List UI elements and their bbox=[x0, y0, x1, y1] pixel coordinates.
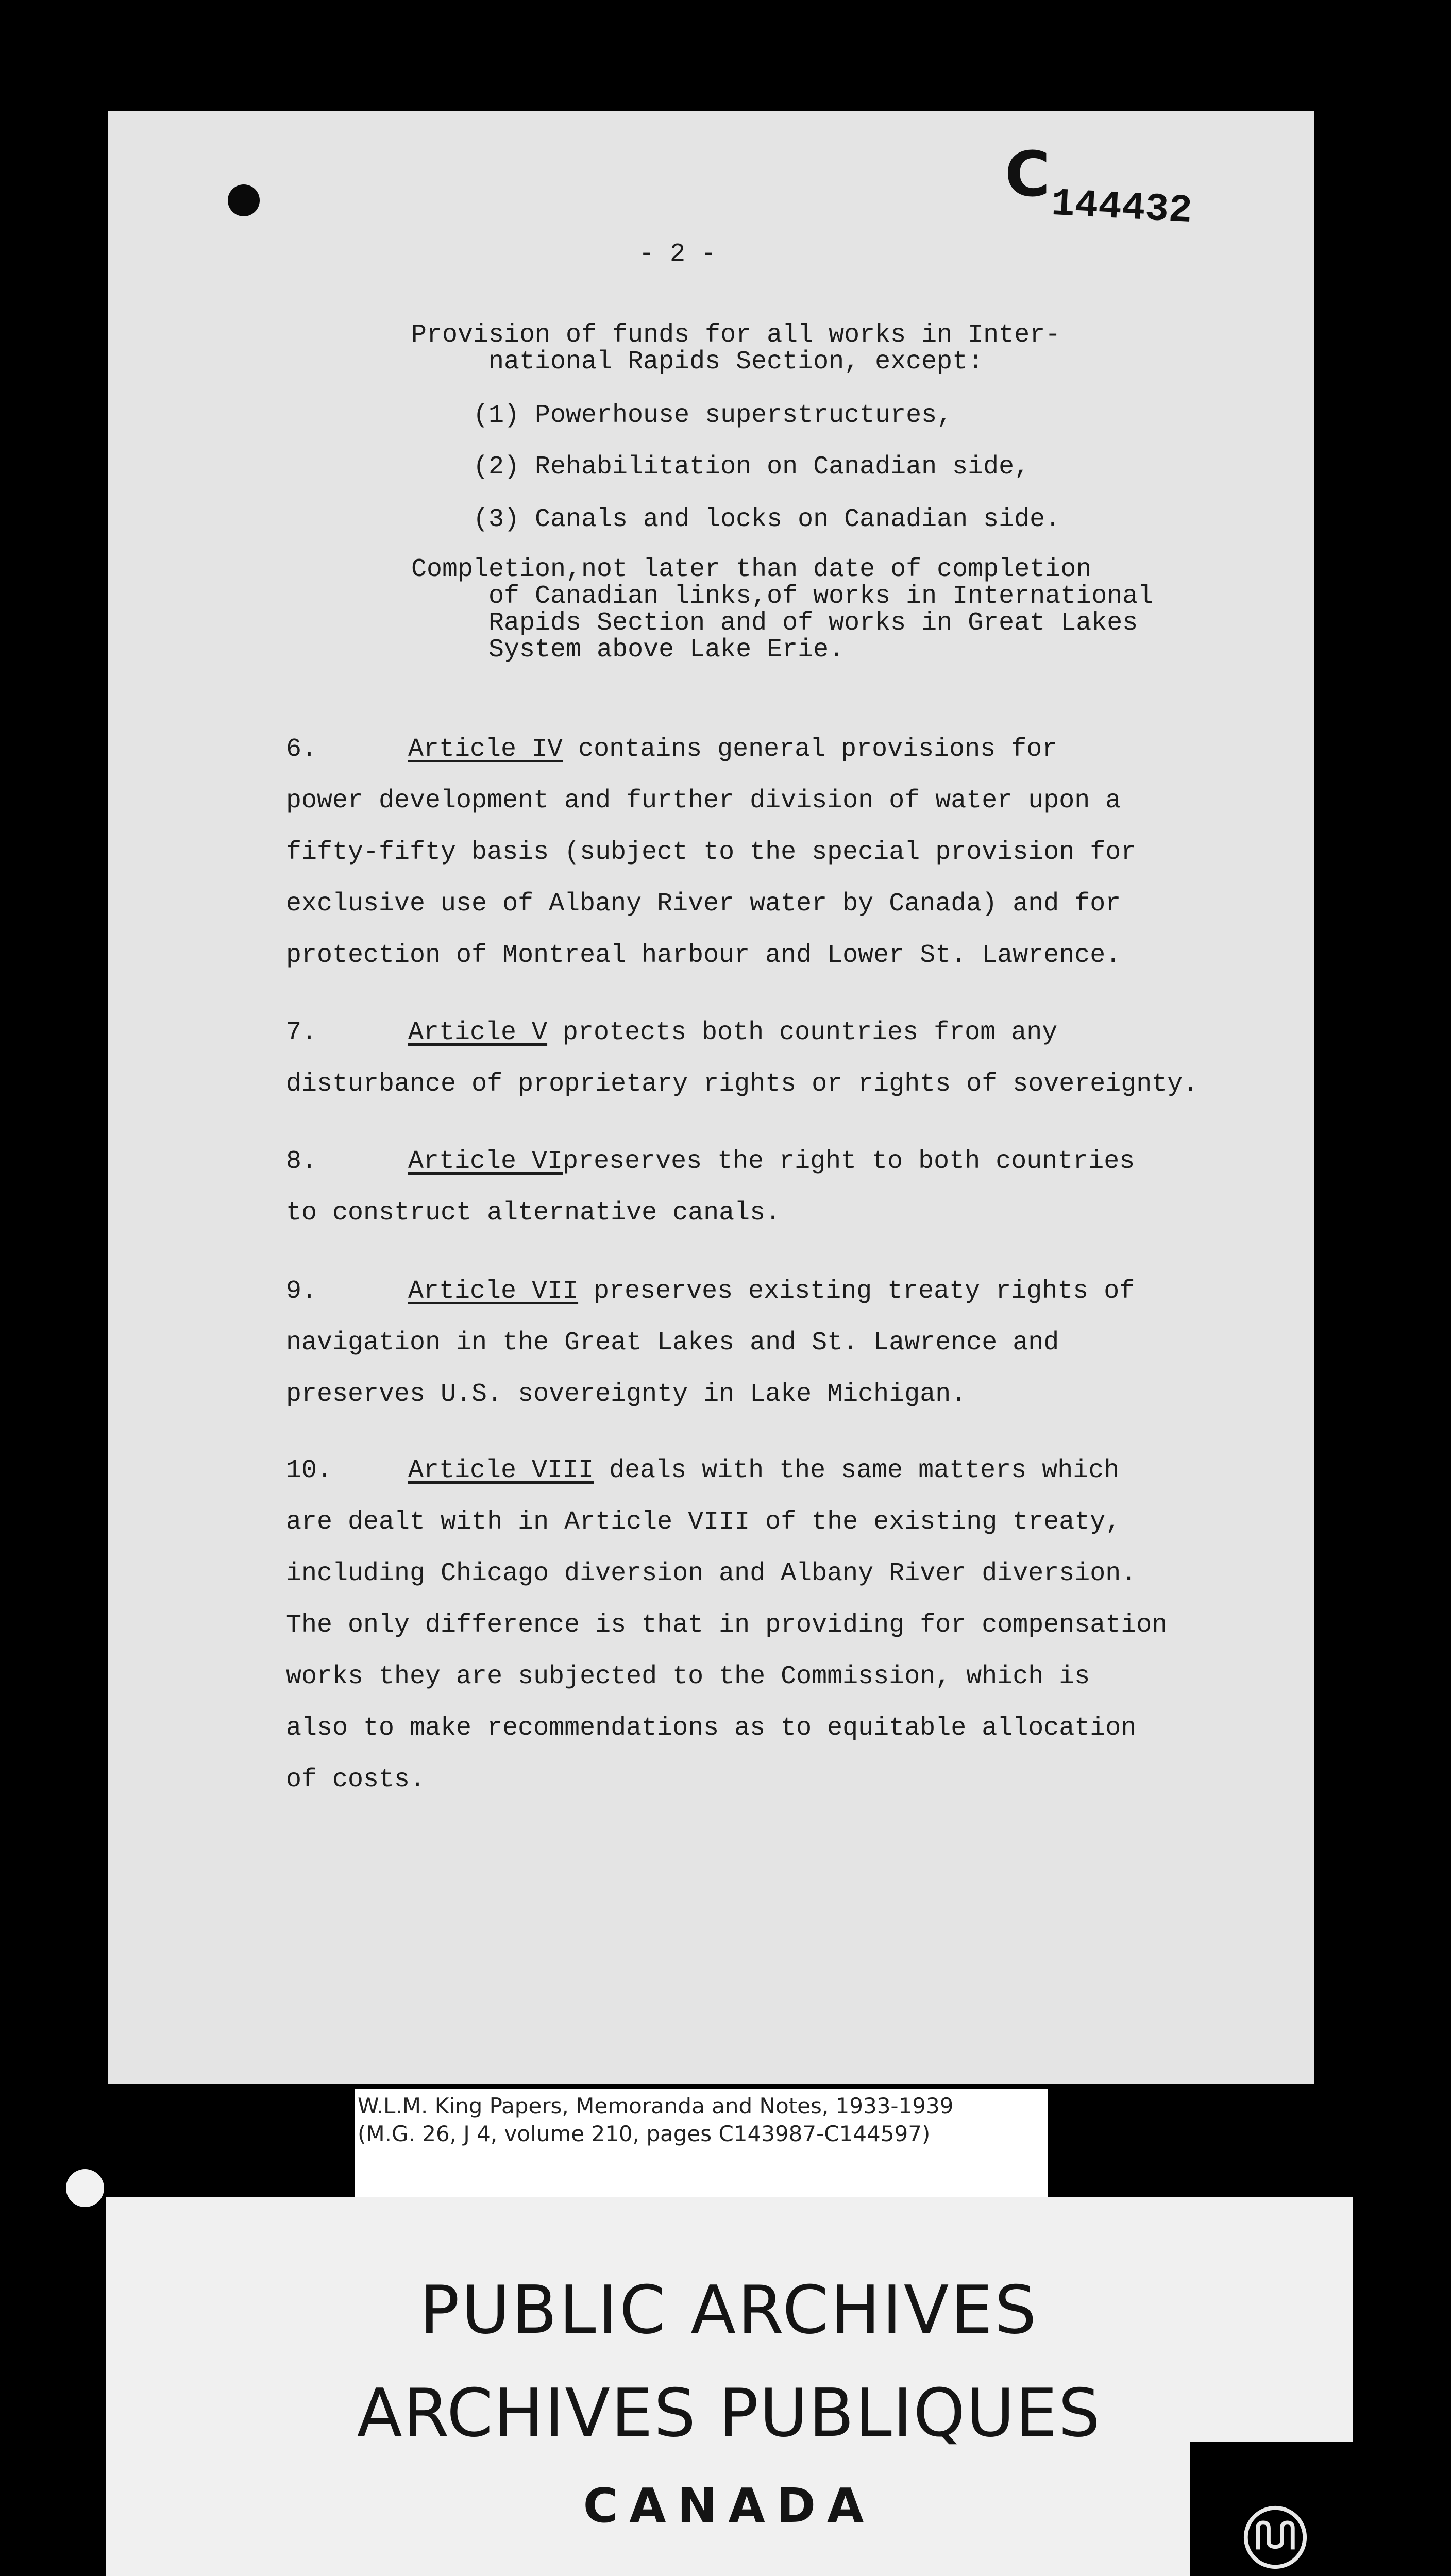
provision-item-3: (3) Canals and locks on Canadian side. bbox=[473, 505, 1061, 534]
paragraph-number: 7. bbox=[286, 1018, 317, 1047]
citation-line-1: W.L.M. King Papers, Memoranda and Notes, 1933-1939 bbox=[358, 2093, 954, 2119]
paragraph-line: preserves U.S. sovereignty in Lake Michigan. bbox=[286, 1380, 967, 1409]
paragraph-first-line: Article VIpreserves the right to both countries bbox=[408, 1147, 1135, 1176]
article-heading: Article VII bbox=[408, 1277, 579, 1306]
provision-intro: Provision of funds for all works in Inter- national Rapids Section, except: bbox=[411, 320, 1061, 377]
paragraph-number: 6. bbox=[286, 735, 317, 764]
paragraph-line: works they are subjected to the Commission, which is bbox=[286, 1662, 1090, 1691]
paragraph-line: protection of Montreal harbour and Lower St. Lawrence. bbox=[286, 941, 1121, 970]
paragraph-line: also to make recommendations as to equitable allocation bbox=[286, 1714, 1137, 1743]
completion-text: Completion,not later than date of completion of Canadian links,of works in International Rapids Section and of works in Great Lakes System above Lake Erie. bbox=[411, 555, 1154, 665]
article-heading: Article IV bbox=[408, 735, 563, 764]
paragraph-line: to construct alternative canals. bbox=[286, 1198, 781, 1228]
paragraph-first-line: Article VII preserves existing treaty rights of bbox=[408, 1277, 1135, 1306]
paragraph-line: The only difference is that in providing for compensation bbox=[286, 1611, 1168, 1640]
provision-item-1: (1) Powerhouse superstructures, bbox=[473, 401, 953, 430]
archive-label-line-2: ARCHIVES PUBLIQUES bbox=[357, 2375, 1102, 2452]
paragraph-line: exclusive use of Albany River water by Canada) and for bbox=[286, 889, 1121, 919]
paragraph-number: 10. bbox=[286, 1456, 333, 1485]
archive-label-line-3: CANADA bbox=[583, 2478, 875, 2533]
paragraph-line: power development and further division of water upon a bbox=[286, 786, 1121, 816]
archive-label bbox=[106, 2197, 1353, 2576]
paragraph-line: fifty-fifty basis (subject to the special provision for bbox=[286, 838, 1137, 867]
paragraph-line: navigation in the Great Lakes and St. Lawrence and bbox=[286, 1328, 1059, 1358]
paragraph-line: disturbance of proprietary rights or rights of sovereignty. bbox=[286, 1070, 1199, 1099]
article-heading: Article VI bbox=[408, 1147, 563, 1176]
paragraph-line: of costs. bbox=[286, 1765, 426, 1794]
citation-line-2: (M.G. 26, J 4, volume 210, pages C143987-C144597) bbox=[358, 2121, 931, 2146]
paragraph-first-line: Article IV contains general provisions for bbox=[408, 735, 1058, 764]
archive-label-line-1: PUBLIC ARCHIVES bbox=[419, 2272, 1039, 2349]
paragraph-first-line: Article VIII deals with the same matters which bbox=[408, 1456, 1120, 1485]
paragraph-first-line: Article V protects both countries from any bbox=[408, 1018, 1058, 1047]
provision-item-2: (2) Rehabilitation on Canadian side, bbox=[473, 452, 1030, 482]
article-heading: Article V bbox=[408, 1018, 548, 1047]
reference-number: 144432 bbox=[1050, 181, 1193, 234]
archive-seal-icon bbox=[1242, 2504, 1309, 2571]
reference-letter: C bbox=[1005, 139, 1051, 211]
citation-slip bbox=[355, 2089, 1048, 2200]
page-number: - 2 - bbox=[639, 240, 717, 269]
punch-hole bbox=[228, 184, 260, 216]
paragraph-number: 8. bbox=[286, 1147, 317, 1176]
registration-dot bbox=[66, 2169, 104, 2207]
article-heading: Article VIII bbox=[408, 1456, 594, 1485]
paragraph-line: are dealt with in Article VIII of the existing treaty, bbox=[286, 1507, 1121, 1537]
paragraph-number: 9. bbox=[286, 1277, 317, 1306]
paragraph-line: including Chicago diversion and Albany River diversion. bbox=[286, 1559, 1137, 1588]
